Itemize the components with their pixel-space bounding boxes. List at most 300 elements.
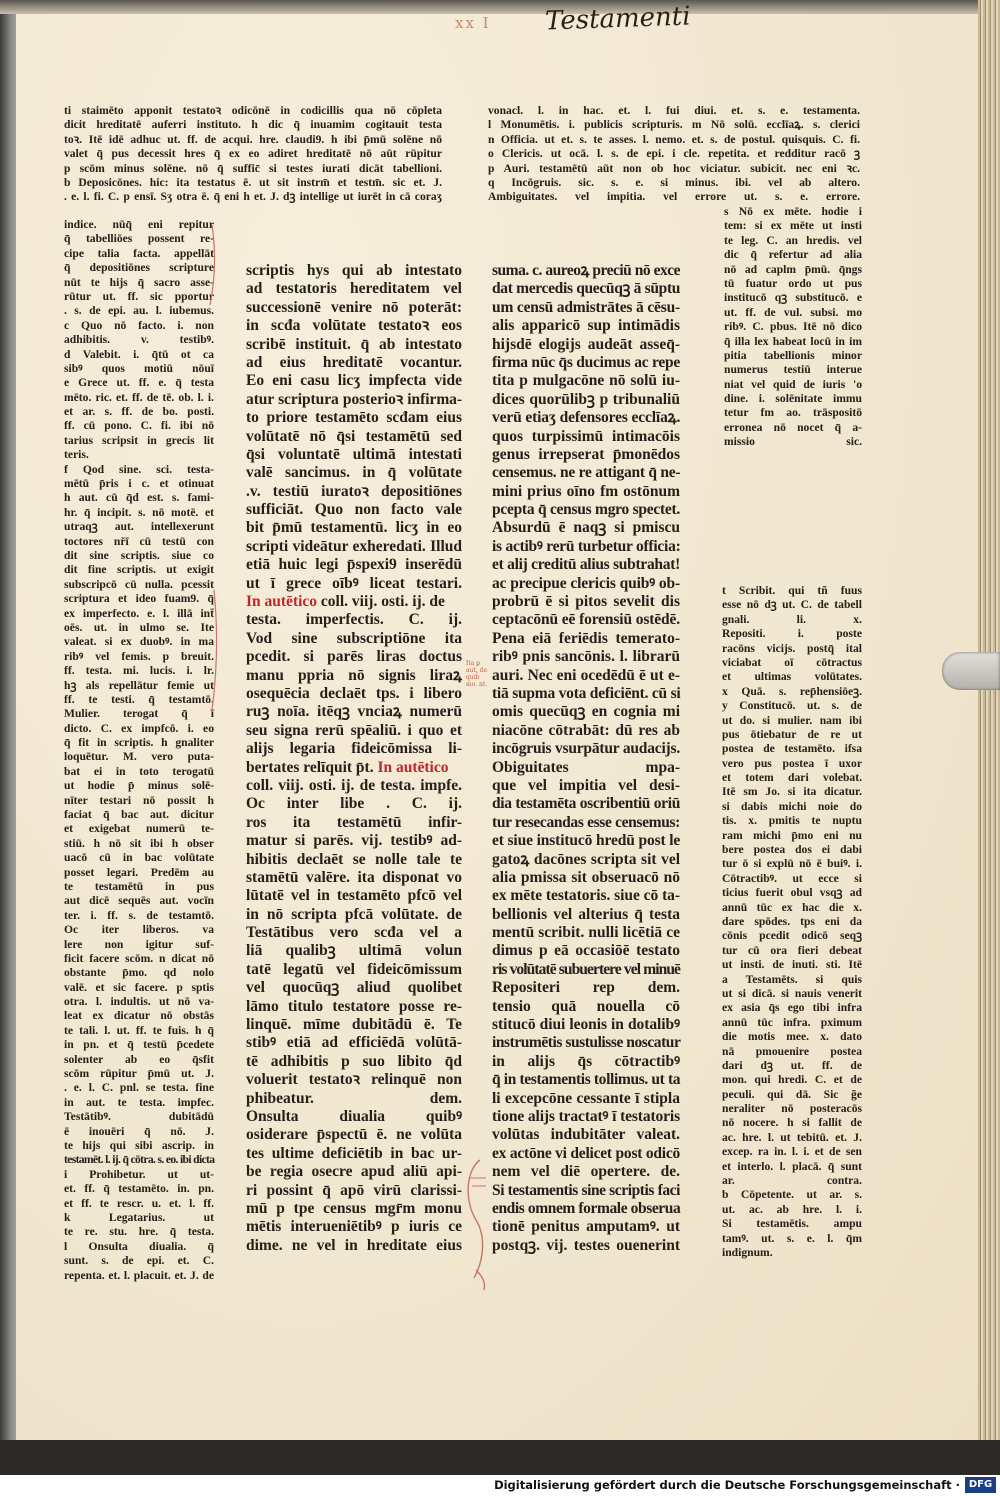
text-line: ff. cū pono. C. fi. ibi nō: [64, 419, 214, 433]
text-line: lere non igitur suf-: [64, 937, 214, 951]
text-line: q Incōgruis. sic. s. e. si minus. ibi. vel ab altero.: [488, 175, 860, 189]
text-line: [246, 1034, 462, 1052]
text-segment: tiā supma vota deficiēnt. cū si: [492, 684, 681, 702]
text-segment: stibꝰ etiā ad efficiēdā volūtā-: [246, 1034, 462, 1052]
margin-note: Ita ꝑ aut. de quib̄ mo. nt.: [466, 660, 488, 688]
text-segment: successionē venire nō poterāt:: [246, 298, 462, 316]
text-line: et exigebat numerū te-: [64, 822, 214, 836]
text-line: l Onsulta diualia. q̄: [64, 1239, 214, 1253]
text-line: [492, 372, 680, 390]
text-segment: volūtatē nō q̄si testamētū sed: [246, 427, 462, 445]
text-line: in aut. te testa. impfec.: [64, 1095, 214, 1109]
text-line: d Valebit. i. q̄tū ot ca: [64, 347, 214, 361]
text-line: [246, 703, 462, 721]
text-line: ff. te testi. q̄ testamtō.: [64, 692, 214, 706]
text-line: [246, 1090, 462, 1108]
text-line: [246, 464, 462, 482]
text-line: ut. ac. ab hre. l. i.: [722, 1202, 862, 1216]
text-segment: sufficiāt. Quo non facto vale: [246, 501, 462, 519]
text-segment: dia testamēta oscribentiū oriū: [492, 795, 680, 813]
gloss-top-right: [488, 104, 860, 205]
text-line: tetur fm ao. trāspositō: [724, 406, 862, 420]
gloss-left-column: [64, 218, 214, 1283]
text-line: [492, 593, 680, 611]
text-segment: ris volūtatē subuertere vel minuē: [492, 960, 680, 978]
text-segment: et alij creditū alius subtrahat!: [492, 556, 680, 574]
text-segment: ribꝰ pnis sancōnis. l. librarū: [492, 648, 680, 666]
text-line: gnali. li. x.: [722, 612, 862, 626]
text-line: [492, 483, 680, 501]
text-line: [246, 1200, 462, 1218]
text-line: [246, 887, 462, 905]
text-segment: incōgruis vsurpātur audacijs.: [492, 740, 680, 758]
text-line: [492, 1126, 680, 1144]
text-line: [492, 906, 680, 924]
text-line: uacō cū in bac volūtate: [64, 851, 214, 865]
text-line: [492, 667, 680, 685]
text-line: [492, 869, 680, 887]
dfg-logo: DFG: [965, 1477, 996, 1493]
text-line: [246, 924, 462, 942]
text-line: [492, 740, 680, 758]
text-segment: be regia osecre apud aliū api-: [246, 1163, 462, 1181]
text-line: [492, 685, 680, 703]
text-line: [246, 851, 462, 869]
text-line: [246, 593, 462, 611]
text-line: p scōm minus solēne. nō q̄ suffic̄ si testes iurati dicāt tabellioni.: [64, 161, 442, 175]
text-segment: ri possint q̄ apō virū clarissi-: [246, 1181, 462, 1199]
text-line: [492, 1200, 680, 1218]
text-line: si dabis michi noie do: [722, 799, 862, 813]
text-line: tem: si ex mēte ut insti: [724, 219, 862, 233]
text-segment: linquē. mīme dubitādū ē. Te: [246, 1016, 462, 1034]
text-line: te re. stu. hre. q̄ testa.: [64, 1225, 214, 1239]
text-line: ut insti. de inuti. sti. Itē: [722, 958, 862, 972]
text-line: ff. testa. mi. lucis. i. lr.: [64, 664, 214, 678]
text-line: [492, 280, 680, 298]
text-line: [492, 630, 680, 648]
text-line: [492, 795, 680, 813]
text-line: [492, 556, 680, 574]
text-segment: in nō scripta pfcā volūtate. de: [246, 905, 462, 923]
text-line: [492, 832, 680, 850]
text-line: h aut. cū q̄d est. s. fami-: [64, 491, 214, 505]
text-line: [246, 519, 462, 537]
text-line: [246, 336, 462, 354]
text-line: bere postea dos ei dabi: [722, 843, 862, 857]
text-line: [246, 428, 462, 446]
text-segment: Oc inter libe . C. ij.: [246, 795, 462, 813]
text-line: [492, 1182, 680, 1200]
text-line: [492, 887, 680, 905]
text-line: numerus testiū interue: [724, 363, 862, 377]
text-line: [492, 428, 680, 446]
text-segment: in alijs q̄s cōtractibꝰ: [492, 1052, 680, 1070]
text-segment: instrumētis sustulisse noscatur: [492, 1034, 681, 1052]
text-segment: volūtas indubitāter valeat.: [492, 1126, 680, 1144]
text-segment: ut ī grece oībꝰ liceat testari.: [246, 574, 462, 592]
text-line: [246, 759, 462, 777]
text-segment: Testātibus vero scđa vel a: [246, 924, 462, 942]
text-line: [246, 483, 462, 501]
text-segment: is actibꝰ rerū turbetur officia:: [492, 537, 681, 555]
text-segment: liā qualibꝫ ultimā volun: [246, 942, 462, 960]
text-segment: .v. testiū iuratoꝛ depositiōnes: [246, 482, 462, 500]
text-line: c Quo nō facto. i. non: [64, 318, 214, 332]
text-line: tur ō si explū nō ē buiꝰ. i.: [722, 857, 862, 871]
text-line: [492, 1145, 680, 1163]
text-line: [246, 501, 462, 519]
text-line: [246, 280, 462, 298]
text-segment: alia pmissa sit obseruacō nō: [492, 868, 680, 886]
text-line: tis. x. pmitis te nuptu: [722, 814, 862, 828]
text-line: [246, 372, 462, 390]
text-line: [492, 446, 680, 464]
text-line: dare spōdes. tps eni da: [722, 914, 862, 928]
text-line: . e. l. C. pnl. se testa. fine: [64, 1081, 214, 1095]
text-line: pitia tabellionis minor: [724, 348, 862, 362]
text-segment: ad eius hreditatē vocantur.: [246, 353, 462, 371]
text-line: et totem dari volebat.: [722, 771, 862, 785]
text-line: niat vel quid de iuris 'o: [724, 377, 862, 391]
text-segment: auri. Nec eni ocedēdū ē ut e-: [492, 666, 680, 684]
text-line: b Deposicōnes. hic: ita testatus ē. ut sit instrm̄ et testm̄. sic et. J.: [64, 175, 442, 189]
text-line: pus ōtiebatur de re ut: [722, 727, 862, 741]
text-segment: tur resecandas esse censemus:: [492, 813, 680, 831]
text-line: n Officia. ut et. s. te asses. l. nemo. et. s. de postul. quisquis. C. fi.: [488, 132, 860, 146]
text-line: o Clericis. ut ocā. l. s. de epi. i cle. repetita. et redditur racō ꝫ: [488, 147, 860, 161]
text-line: [492, 1016, 680, 1034]
text-segment: tes ultime deficiētib in bac ur-: [246, 1144, 462, 1162]
text-line: [246, 722, 462, 740]
text-line: [246, 446, 462, 464]
text-line: nūt te hijs q̄ sacro asse-: [64, 275, 214, 289]
text-line: toctores nřī cū testū con: [64, 534, 214, 548]
text-line: q̄ depositiōnes scripture: [64, 261, 214, 275]
text-line: [246, 611, 462, 629]
rubric-text: In autētico: [246, 593, 318, 611]
text-line: ut hodie p̄ minus solē-: [64, 779, 214, 793]
text-line: q̄ fit in scriptis. h gnaliter: [64, 736, 214, 750]
text-line: [246, 961, 462, 979]
text-segment: verū etiaʒ defensores ecclīaꝝ.: [492, 409, 681, 427]
text-segment: lūtatē vel in testamēto pfcō vel: [246, 887, 462, 905]
text-line: [492, 924, 680, 942]
text-line: nīter testari nō possit h: [64, 793, 214, 807]
text-segment: etiā huic legi p̄spexi9 inserēdū: [246, 556, 462, 574]
text-line: [246, 556, 462, 574]
text-line: et ultimas volūtates.: [722, 670, 862, 684]
text-segment: stamētū valēre. ita disponat vo: [246, 868, 462, 886]
text-segment: ceptacōnū eē forensiū ostēdē.: [492, 611, 680, 629]
text-line: leat ex dicatur nō obstās: [64, 1009, 214, 1023]
text-line: mēto. ric. et. ff. de tē. ob. l. i.: [64, 390, 214, 404]
text-segment: gatoꝝ dacōnes scripta sit vel: [492, 850, 680, 868]
text-segment: tione alijs tractatꝰ ī testatoris: [492, 1107, 680, 1125]
main-text-column-2: [492, 262, 680, 1255]
text-segment: tē adhibitis p suo libito q̄d: [246, 1052, 462, 1070]
text-segment: alijs legaria fideicōmissa li-: [246, 740, 462, 758]
text-segment: nem vel diē opertere. de.: [492, 1163, 680, 1181]
text-segment: manu ppria nō signis liraꝝ: [246, 666, 462, 684]
text-line: Cōtractibꝰ. ut ecce si: [722, 871, 862, 885]
text-line: q̄ tabelliōes possent re-: [64, 232, 214, 246]
text-line: [246, 685, 462, 703]
text-line: ut do. si mulier. nam ibi: [722, 713, 862, 727]
text-segment: osiderare p̄spectū ē. ne volūta: [246, 1126, 462, 1144]
text-line: [492, 501, 680, 519]
text-line: [492, 336, 680, 354]
text-line: [246, 906, 462, 924]
text-line: [492, 409, 680, 427]
text-line: k Legatarius. ut: [64, 1210, 214, 1224]
text-line: te hijs qui sibi ascrip. in: [64, 1139, 214, 1152]
text-line: [246, 1218, 462, 1236]
text-line: [246, 1071, 462, 1089]
text-line: valeat. si ex duobꝰ. in ma: [64, 635, 214, 649]
text-line: f Qod sine. sci. testa-: [64, 462, 214, 476]
text-line: x Quā. s. rep̄hensiōeꝫ.: [722, 684, 862, 698]
text-line: [246, 317, 462, 335]
text-segment: dices quorūlibꝫ p tribunaliū: [492, 390, 680, 408]
text-line: ter. i. ff. s. de testamtō.: [64, 908, 214, 922]
text-line: [492, 354, 680, 372]
text-line: [492, 703, 680, 721]
gloss-top-left: [64, 104, 442, 205]
text-line: [492, 851, 680, 869]
text-line: dit sine scriptis. siue co: [64, 548, 214, 562]
text-line: [246, 1237, 462, 1255]
text-segment: que vel impitia vel desi-: [492, 776, 680, 794]
text-line: [246, 1053, 462, 1071]
text-segment: pcedit. si parēs liras doctus: [246, 648, 462, 666]
rubric-text: In autētico: [377, 758, 449, 776]
text-line: [492, 1034, 680, 1052]
text-segment: q̄ in testamentis tollimus. ut ta: [492, 1071, 681, 1089]
text-line: stiū. h nō sit ibi h obser: [64, 836, 214, 850]
text-segment: censemus. ne re attigant q̄ ne-: [492, 464, 681, 482]
text-line: [492, 391, 680, 409]
text-line: ram michi p̄mo eni nu: [722, 828, 862, 842]
text-line: cōnis pcedit odicō seqꝫ: [722, 929, 862, 943]
text-line: [246, 1126, 462, 1144]
text-line: [246, 409, 462, 427]
text-segment: Onsulta diualia quibꝰ: [246, 1107, 462, 1125]
text-line: ar. contra.: [722, 1174, 862, 1188]
text-line: [492, 998, 680, 1016]
text-segment: pcepta q̄ census mgro spectet.: [492, 501, 680, 519]
text-segment: scripti videātur exheredati. Illud: [246, 537, 462, 555]
text-segment: li excepcōne cessante ī stipla: [492, 1089, 680, 1107]
text-line: tarius scripsit in grecis lit: [64, 433, 214, 447]
text-segment: Si testamentis sine scriptis faci: [492, 1181, 680, 1199]
text-line: et ff. te rescr. u. et. l. ff.: [64, 1196, 214, 1210]
text-line: i Prohibetur. ut ut-: [64, 1167, 214, 1181]
text-segment: tionē penitus amputamꝰ. ut: [492, 1218, 680, 1236]
text-line: [246, 299, 462, 317]
text-segment: Absurdū ē naqꝫ si pmiscu: [492, 519, 680, 537]
text-segment: hibitis declaēt se nolle tale te: [246, 850, 462, 868]
text-line: te testamētū in pus: [64, 879, 214, 893]
text-line: racōns vicijs. postq̄ ital: [722, 641, 862, 655]
text-line: [492, 1108, 680, 1126]
text-line: aut dicē sequēs aut. vocīn: [64, 894, 214, 908]
folio-mark: xx I: [455, 14, 491, 32]
text-segment: stitucō diui leonis in dotalibꝰ: [492, 1016, 680, 1034]
text-line: t Scribit. qui tñ fuus: [722, 584, 862, 597]
text-line: valē. et sic facere. p sptis: [64, 980, 214, 994]
text-segment: in scđa volūtate testatoꝛ eos: [246, 317, 462, 335]
text-line: [492, 611, 680, 629]
running-title: Testamenti: [544, 1, 692, 37]
text-line: [246, 391, 462, 409]
top-edge-shadow: [0, 0, 1000, 14]
text-line: adhibitis. v. testibꝰ.: [64, 333, 214, 347]
main-text-column-1: [246, 262, 462, 1255]
text-line: [246, 667, 462, 685]
text-segment: Repositeri rep dem.: [492, 979, 680, 997]
text-segment: ac precipue clericis quibꝰ ob-: [492, 574, 680, 592]
text-line: erronea nō nocet q̄ a-: [724, 420, 862, 434]
text-line: sunt. s. de epi. et. C.: [64, 1254, 214, 1268]
text-line: [492, 262, 680, 280]
text-line: tū fuatur ordo ut pus: [724, 276, 862, 290]
text-line: dine. i. solēnitate immu: [724, 392, 862, 406]
text-line: missio sic.: [724, 435, 862, 449]
text-line: [492, 1071, 680, 1089]
text-line: repenta. et. l. placuit. et. J. de: [64, 1268, 214, 1282]
text-line: [246, 979, 462, 997]
text-segment: quos turpissimū intimacōis: [492, 427, 680, 445]
text-segment: mentū scribit. nulli licētiā ce: [492, 924, 680, 942]
text-line: scriptura et ideo fuam9. q̄: [64, 592, 214, 606]
text-segment: omis quecūqꝫ en cognia mi: [492, 703, 680, 721]
text-line: [246, 777, 462, 795]
text-segment: ad testatoris hereditatem vel: [246, 280, 462, 298]
text-line: esse nō dꝫ ut. C. de tabell: [722, 598, 862, 612]
text-line: institucō qꝫ substitucō. e: [724, 291, 862, 305]
text-line: dit fine scriptis. ut exigit: [64, 563, 214, 577]
gloss-right-upper: [724, 205, 862, 450]
text-segment: tensio quā nouella cō: [492, 997, 680, 1015]
text-line: [492, 1163, 680, 1181]
text-segment: valē sancimus. in q̄ volūtate: [246, 464, 462, 482]
text-line: ticius fuerit obul vsqꝫ ad: [722, 886, 862, 900]
text-line: e Grece ut. ff. e. q̄ testa: [64, 376, 214, 390]
text-line: [492, 299, 680, 317]
text-line: bat ei in toto terogatū: [64, 764, 214, 778]
text-line: sibꝰ quos motiū nōuī: [64, 361, 214, 375]
text-line: [492, 814, 680, 832]
text-line: vero pus postea ī uxor: [722, 756, 862, 770]
text-segment: Obiguitates mpa-: [492, 758, 680, 776]
text-line: [246, 575, 462, 593]
text-line: Repositi. i. poste: [722, 627, 862, 641]
text-line: ribꝰ. C. pbus. Itē nō dico: [724, 320, 862, 334]
text-line: Oc iter liberos. va: [64, 923, 214, 937]
text-segment: matur si parēs. vij. testibꝰ ad-: [246, 832, 462, 850]
text-line: rūtur ut. ff. sic pportur: [64, 289, 214, 303]
text-line: vonacl. l. in hac. et. l. fui diui. et. s. e. testamenta.: [488, 104, 860, 117]
text-line: [492, 538, 680, 556]
text-line: [246, 998, 462, 1016]
text-line: [492, 648, 680, 666]
text-line: [246, 354, 462, 372]
text-segment: mini prius oīno fm ostōnum: [492, 482, 680, 500]
text-line: indignum.: [722, 1245, 773, 1259]
text-line: toꝛ. Itē idē adhuc ut. ff. de acqui. hre. claudi9. h ibi p̄mū solēne nō: [64, 132, 442, 146]
text-line: excep. ra in. l. i. et de sen: [722, 1145, 862, 1159]
text-segment: ex actōne vi delicet post odicō: [492, 1144, 681, 1162]
text-line: nā pmouenire postea: [722, 1044, 862, 1058]
text-line: posset legari. Predēm au: [64, 865, 214, 879]
text-segment: ros ita testamētū infir-: [246, 813, 462, 831]
text-line: postea de testamēto. ifsa: [722, 742, 862, 756]
text-line: in pn. et q̄ testū p̄cedete: [64, 1038, 214, 1052]
text-line: y Constitucō. ut. s. de: [722, 699, 862, 713]
text-segment: Pena eiā feriēdis temerato-: [492, 629, 680, 647]
text-line: s Nō ex mēte. hodie i: [724, 205, 862, 218]
text-line: ac. hre. l. ut tebitū. et. J.: [722, 1130, 862, 1144]
text-segment: q̄si voluntatē ultimā intestati: [246, 445, 462, 463]
text-line: [246, 648, 462, 666]
text-line: [492, 777, 680, 795]
text-line: teris.: [64, 448, 89, 462]
text-line: l Monumētis. i. publicis scripturis. m Nō solū. ecclīaꝝ. s. clerici: [488, 118, 860, 132]
text-line: annū tūc ex hac die x.: [722, 900, 862, 914]
text-segment: lāmo titulo testatore posse re-: [246, 997, 462, 1015]
footer-bar: [0, 1475, 1000, 1496]
text-line: te tali. l. ut. ff. te fuis. h q̄: [64, 1023, 214, 1037]
text-line: [492, 1053, 680, 1071]
text-segment: scriptis hys qui ab intestato: [246, 262, 462, 279]
text-segment: voluerit testatoꝛ relinquē non: [246, 1071, 462, 1089]
text-line: q̄ illa lex habeat locū in im: [724, 334, 862, 348]
text-line: indice. nūq̄ eni repitur: [64, 218, 214, 231]
text-line: otra. l. indultis. ut nō va-: [64, 995, 214, 1009]
text-segment: postqꝫ. vij. testes ouenerint: [492, 1236, 680, 1254]
text-line: mētū p̄ris i c. et otinuat: [64, 477, 214, 491]
text-segment: to priore testamēto scđam eius: [246, 409, 462, 427]
text-line: [246, 262, 462, 280]
text-line: ut. ff. de vul. subsi. mo: [724, 305, 862, 319]
text-line: [246, 795, 462, 813]
text-line: [246, 538, 462, 556]
text-line: cipe talia facta. appellāt: [64, 246, 214, 260]
text-line: [492, 1090, 680, 1108]
text-segment: tatē legatū vel fideicōmissum: [246, 960, 462, 978]
text-segment: dime. ne vel in hreditate eius: [246, 1236, 462, 1254]
text-line: faciat q̄ bac aut. dicitur: [64, 808, 214, 822]
text-segment: testa. imperfectis. C. ij.: [246, 611, 462, 629]
text-line: obstante p̄mo. qd nolo: [64, 966, 214, 980]
text-line: b Cōpetente. ut ar. s.: [722, 1188, 862, 1202]
text-line: p Auri. testamētū aūt non ob hoc viciatur. subicit. nec eni ꝛc.: [488, 161, 860, 175]
text-line: [492, 464, 680, 482]
text-line: . s. de epi. au. l. iubemus.: [64, 304, 214, 318]
text-line: annū tūc infra. pximum: [722, 1015, 862, 1029]
text-segment: Eo eni casu licʒ impfecta vide: [246, 372, 462, 390]
text-line: ti staimēto apponit testatoꝛ odicōnē in codicillis qua nō cōpleta: [64, 104, 442, 117]
text-line: [246, 630, 462, 648]
text-segment: probrū ē si pitos sevelit dis: [492, 593, 680, 611]
text-line: [246, 740, 462, 758]
text-line: [246, 1145, 462, 1163]
text-line: [492, 575, 680, 593]
text-line: tur cū ora fieri debeat: [722, 943, 862, 957]
text-line: [492, 519, 680, 537]
text-segment: dat mercedis quecūqꝫ ā sūptu: [492, 280, 681, 298]
